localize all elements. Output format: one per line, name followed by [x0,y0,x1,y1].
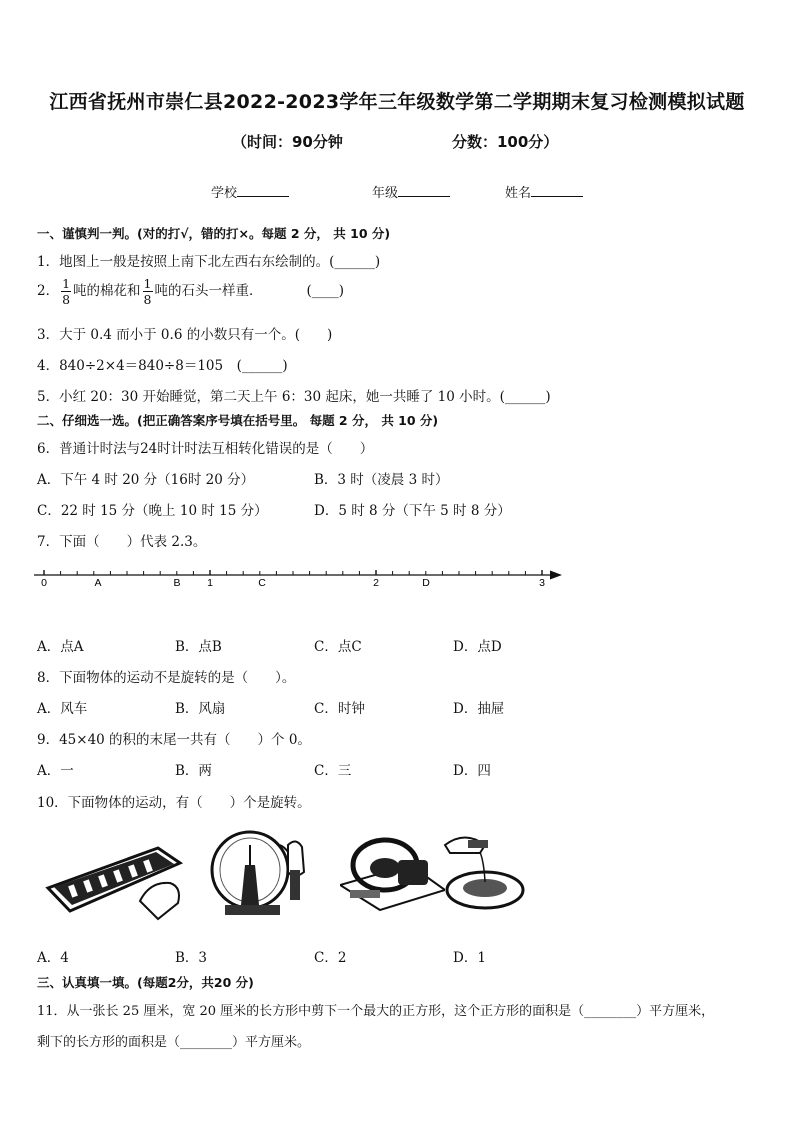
fraction-one-eighth: $\frac{1}{8}$ [62,276,71,307]
option-b[interactable]: B．点B [175,639,222,655]
option-b[interactable]: B．3 [175,950,208,966]
question-2: 2． $\frac{1}{8}$ 吨的棉花和 $\frac{1}{8}$ 吨的石头一样重． (____) [37,276,345,307]
question-6-stem: 6．普通计时法与24时计时法互相转化错误的是（ ） [37,441,374,457]
question-10-pictures [40,825,530,925]
question-10-stem: 10．下面物体的运动，有（ ）个是旋转。 [37,795,311,811]
question-4: 4．840÷2×4＝840÷8＝105 (______) [37,358,288,374]
question-11-line-2: 剩下的长方形的面积是（________）平方厘米。 [37,1035,311,1050]
option-d[interactable]: D．1 [453,950,486,966]
hand-key-image [280,835,310,905]
answer-blank[interactable]: (____) [306,283,345,299]
school-field[interactable] [211,182,289,201]
label-1: 1 [207,577,213,589]
question-11-line-1: 11．从一张长 25 厘米，宽 20 厘米的长方形中剪下一个最大的正方形，这个正方形的面积是（________）平方厘米， [37,1004,715,1019]
number-line-arrow [550,571,562,580]
question-3: 3．大于 0.4 而小于 0.6 的小数只有一个。( ) [37,327,333,343]
option-c[interactable]: C．22 时 15 分（晚上 10 时 15 分） [37,503,268,519]
label-a: A [94,577,102,589]
grade-label: 年级 [372,186,399,201]
option-a[interactable]: A．一 [37,763,74,779]
option-a[interactable]: A．风车 [37,701,88,717]
option-b[interactable]: B．3 时（凌晨 3 时） [314,472,449,488]
section-1-heading: 一、谨慎判一判。(对的打√，错的打×。每题 2 分， 共 10 分) [37,226,391,241]
option-c[interactable]: C．时钟 [314,701,365,717]
question-8-stem: 8．下面物体的运动不是旋转的是（ ）。 [37,670,296,686]
page-title: 江西省抚州市崇仁县2022-2023学年三年级数学第二学期期末复习检测模拟试题 [49,91,745,113]
faucet-image [440,830,530,920]
school-blank[interactable] [237,184,289,197]
question-5: 5．小红 20：30 开始睡觉，第二天上午 6：30 起床，她一共睡了 10 小时。(______) [37,389,551,405]
label-d: D [422,577,430,589]
score-info: 分数：100分） [452,133,559,151]
option-c[interactable]: C．点C [314,639,362,655]
section-2-heading: 二、仔细选一选。(把正确答案序号填在括号里。 每题 2 分， 共 10 分) [37,413,439,428]
question-9-stem: 9．45×40 的积的末尾一共有（ ）个 0。 [37,732,311,748]
time-info: （时间：90分钟 [232,133,343,151]
option-c[interactable]: C．2 [314,950,347,966]
option-d[interactable]: D．四 [453,763,491,779]
option-d[interactable]: D．5 时 8 分（下午 5 时 8 分） [314,503,511,519]
name-blank[interactable] [531,184,583,197]
option-d[interactable]: D．抽屉 [453,701,505,717]
grade-blank[interactable] [398,184,450,197]
option-b[interactable]: B．风扇 [175,701,226,717]
abacus-image [40,843,185,923]
option-a[interactable]: A．4 [37,950,69,966]
label-b: B [173,577,181,589]
label-2: 2 [373,577,379,589]
option-a[interactable]: A．点A [37,639,84,655]
steering-wheel-image [340,830,445,920]
option-c[interactable]: C．三 [314,763,352,779]
question-7-stem: 7．下面（ ）代表 2.3。 [37,534,207,550]
grade-field[interactable] [372,182,450,201]
name-label: 姓名 [505,186,532,201]
label-c: C [258,577,266,589]
question-1: 1．地图上一般是按照上南下北左西右东绘制的。(______) [37,254,381,270]
option-d[interactable]: D．点D [453,639,502,655]
number-line [30,562,570,596]
label-3: 3 [539,577,545,589]
fraction-one-eighth: $\frac{1}{8}$ [143,276,152,307]
option-a[interactable]: A．下午 4 时 20 分（16时 20 分） [37,472,255,488]
number-line-ticks [44,570,542,575]
option-b[interactable]: B．两 [175,763,212,779]
school-label: 学校 [211,186,238,201]
name-field[interactable] [505,182,583,201]
section-3-heading: 三、认真填一填。(每题2分，共20 分) [37,975,254,990]
label-0: 0 [41,577,47,589]
